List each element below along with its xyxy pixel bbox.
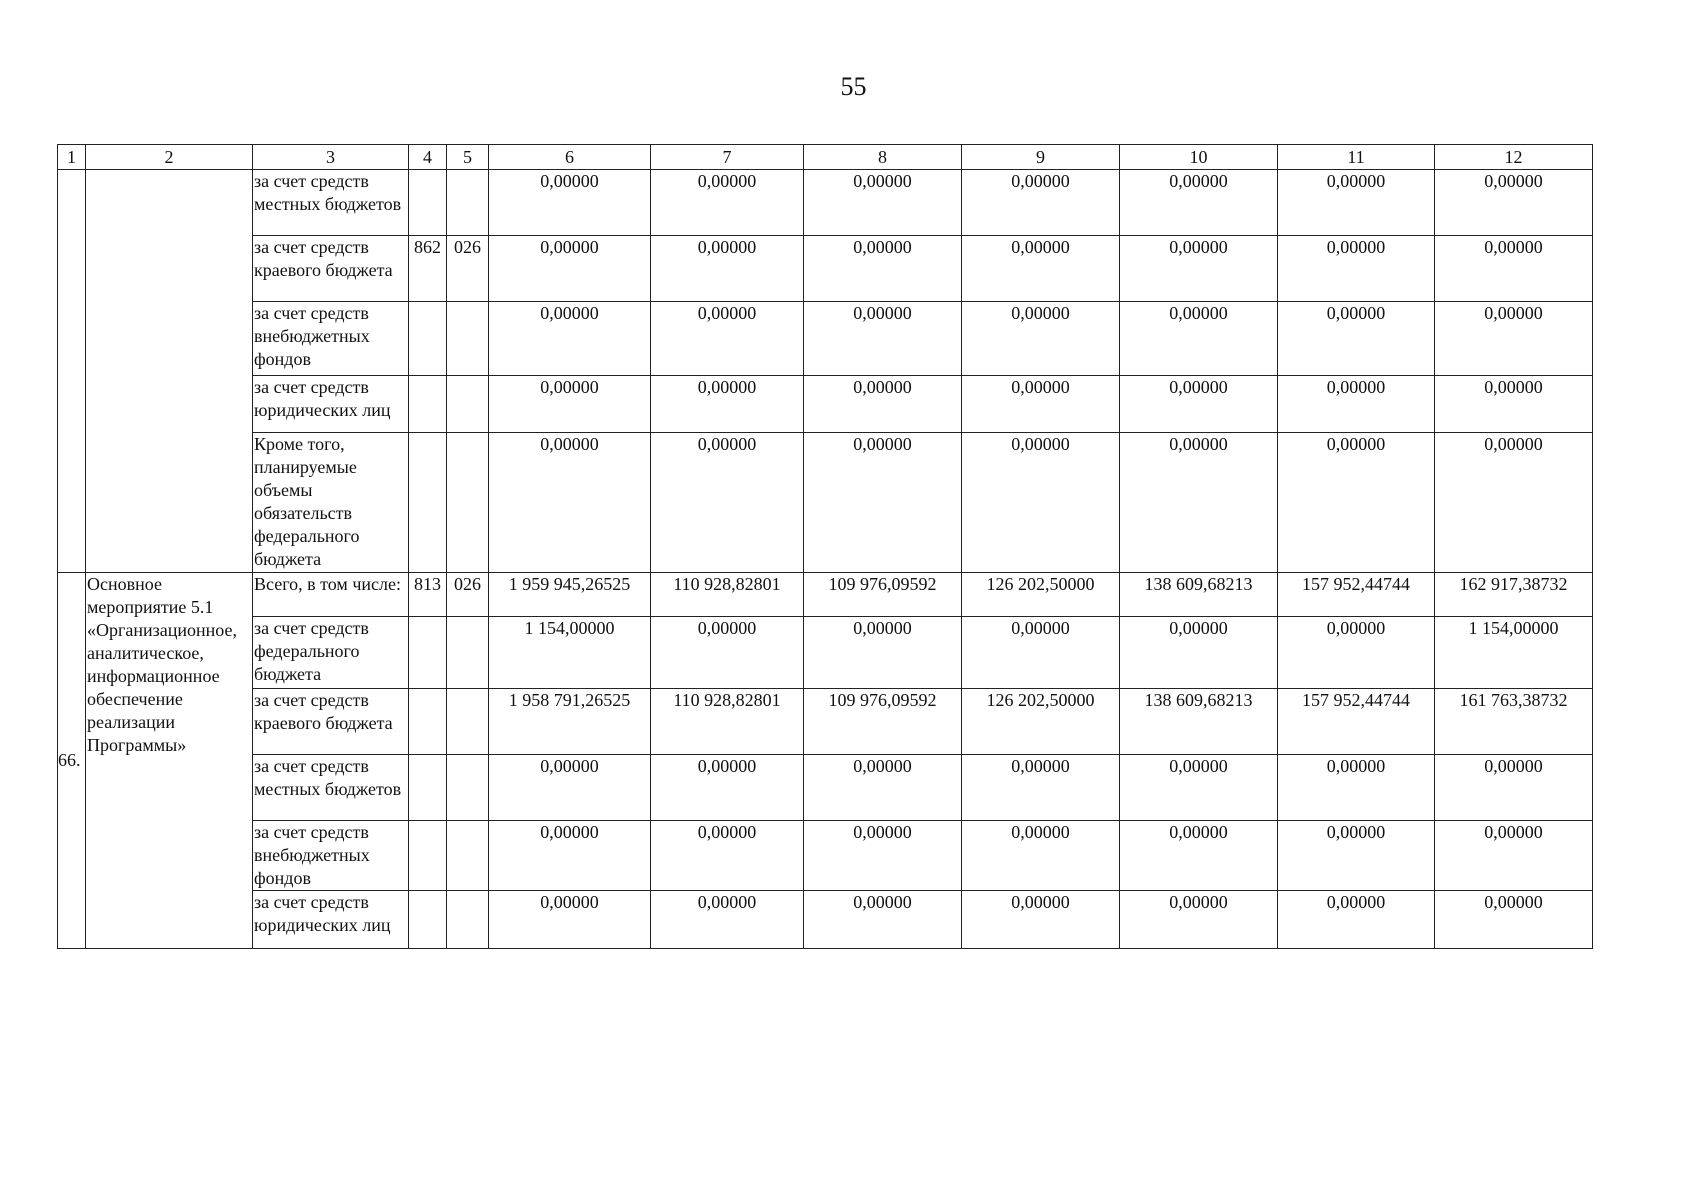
amount-col-6: 0,00000 [489,891,651,949]
amount-col-6: 1 958 791,26525 [489,689,651,755]
code-col-5 [447,433,489,573]
code-col-5 [447,821,489,891]
amount-col-7: 0,00000 [651,821,804,891]
amount-col-7: 110 928,82801 [651,573,804,617]
table-row [58,170,1593,236]
amount-col-11: 0,00000 [1278,376,1435,433]
amount-col-6: 1 154,00000 [489,617,651,689]
table-row [58,302,1593,376]
column-number-7: 7 [651,145,804,170]
code-col-4 [409,433,447,573]
funding-source: за счет средств местных бюджетов [253,755,409,821]
table-row [58,821,1593,891]
amount-col-8: 0,00000 [804,755,962,821]
funding-source: за счет средств местных бюджетов [253,170,409,236]
amount-col-11: 0,00000 [1278,302,1435,376]
amount-col-8: 0,00000 [804,376,962,433]
code-col-5 [447,170,489,236]
amount-col-9: 126 202,50000 [962,573,1120,617]
amount-col-10: 0,00000 [1120,302,1278,376]
amount-col-7: 0,00000 [651,755,804,821]
column-number-6: 6 [489,145,651,170]
column-number-4: 4 [409,145,447,170]
amount-col-9: 0,00000 [962,302,1120,376]
column-number-5: 5 [447,145,489,170]
amount-col-10: 0,00000 [1120,891,1278,949]
funding-source: за счет средств краевого бюджета [253,236,409,302]
amount-col-11: 157 952,44744 [1278,573,1435,617]
amount-col-9: 0,00000 [962,891,1120,949]
code-col-4: 813 [409,573,447,617]
amount-col-12: 0,00000 [1435,891,1593,949]
code-col-4 [409,617,447,689]
code-col-5 [447,617,489,689]
funding-source: Всего, в том числе: [253,573,409,617]
amount-col-8: 0,00000 [804,302,962,376]
amount-col-7: 0,00000 [651,302,804,376]
funding-source: за счет средств краевого бюджета [253,689,409,755]
column-number-11: 11 [1278,145,1435,170]
amount-col-11: 0,00000 [1278,891,1435,949]
amount-col-12: 0,00000 [1435,302,1593,376]
budget-table [57,144,1593,949]
amount-col-11: 0,00000 [1278,236,1435,302]
table-row [58,755,1593,821]
activity-description: Основное мероприятие 5.1 «Организационное, аналитическое, информационное обеспечение реализации Программы» [86,573,253,949]
code-col-4: 862 [409,236,447,302]
amount-col-12: 0,00000 [1435,236,1593,302]
amount-col-8: 109 976,09592 [804,689,962,755]
amount-col-12: 0,00000 [1435,755,1593,821]
description-empty [86,170,253,573]
amount-col-10: 0,00000 [1120,170,1278,236]
amount-col-11: 0,00000 [1278,821,1435,891]
amount-col-10: 0,00000 [1120,755,1278,821]
amount-col-10: 138 609,68213 [1120,689,1278,755]
table-row [58,573,1593,617]
amount-col-7: 0,00000 [651,236,804,302]
amount-col-11: 0,00000 [1278,433,1435,573]
amount-col-7: 0,00000 [651,433,804,573]
code-col-4 [409,821,447,891]
amount-col-9: 0,00000 [962,170,1120,236]
code-col-5 [447,376,489,433]
funding-source: за счет средств внебюджетных фондов [253,302,409,376]
amount-col-9: 0,00000 [962,433,1120,573]
amount-col-6: 0,00000 [489,821,651,891]
amount-col-6: 0,00000 [489,170,651,236]
row-number-empty [58,170,86,573]
amount-col-11: 157 952,44744 [1278,689,1435,755]
amount-col-6: 0,00000 [489,376,651,433]
amount-col-9: 126 202,50000 [962,689,1120,755]
funding-source: за счет средств внебюджетных фондов [253,821,409,891]
amount-col-7: 0,00000 [651,170,804,236]
amount-col-8: 0,00000 [804,821,962,891]
amount-col-11: 0,00000 [1278,170,1435,236]
row-number: 66. [58,573,86,949]
table-row [58,689,1593,755]
amount-col-10: 0,00000 [1120,433,1278,573]
table-row [58,617,1593,689]
amount-col-12: 0,00000 [1435,376,1593,433]
amount-col-12: 0,00000 [1435,170,1593,236]
code-col-4 [409,689,447,755]
code-col-4 [409,170,447,236]
amount-col-10: 138 609,68213 [1120,573,1278,617]
amount-col-8: 0,00000 [804,170,962,236]
column-number-12: 12 [1435,145,1593,170]
amount-col-10: 0,00000 [1120,617,1278,689]
table-body [58,145,1593,949]
amount-col-6: 0,00000 [489,236,651,302]
amount-col-12: 0,00000 [1435,433,1593,573]
code-col-4 [409,755,447,821]
column-number-row [58,145,1593,170]
amount-col-6: 0,00000 [489,755,651,821]
column-number-8: 8 [804,145,962,170]
code-col-4 [409,376,447,433]
amount-col-8: 0,00000 [804,236,962,302]
code-col-5 [447,755,489,821]
page-number: 55 [840,72,867,101]
amount-col-7: 0,00000 [651,617,804,689]
amount-col-12: 162 917,38732 [1435,573,1593,617]
amount-col-9: 0,00000 [962,821,1120,891]
amount-col-12: 1 154,00000 [1435,617,1593,689]
code-col-4 [409,302,447,376]
code-col-5: 026 [447,236,489,302]
amount-col-11: 0,00000 [1278,755,1435,821]
code-col-5 [447,302,489,376]
amount-col-7: 0,00000 [651,891,804,949]
amount-col-6: 1 959 945,26525 [489,573,651,617]
amount-col-12: 161 763,38732 [1435,689,1593,755]
amount-col-6: 0,00000 [489,302,651,376]
funding-source: за счет средств федерального бюджета [253,617,409,689]
amount-col-8: 0,00000 [804,433,962,573]
amount-col-12: 0,00000 [1435,821,1593,891]
column-number-1: 1 [58,145,86,170]
column-number-9: 9 [962,145,1120,170]
funding-source: Кроме того, планируемые объемы обязательств федерального бюджета [253,433,409,573]
funding-source: за счет средств юридических лиц [253,891,409,949]
amount-col-7: 0,00000 [651,376,804,433]
table-row [58,376,1593,433]
table-row [58,891,1593,949]
amount-col-9: 0,00000 [962,755,1120,821]
amount-col-9: 0,00000 [962,617,1120,689]
column-number-3: 3 [253,145,409,170]
amount-col-10: 0,00000 [1120,821,1278,891]
code-col-4 [409,891,447,949]
amount-col-7: 110 928,82801 [651,689,804,755]
amount-col-10: 0,00000 [1120,376,1278,433]
amount-col-6: 0,00000 [489,433,651,573]
amount-col-9: 0,00000 [962,236,1120,302]
funding-source: за счет средств юридических лиц [253,376,409,433]
code-col-5 [447,891,489,949]
amount-col-8: 0,00000 [804,891,962,949]
column-number-10: 10 [1120,145,1278,170]
table-row [58,433,1593,573]
amount-col-11: 0,00000 [1278,617,1435,689]
code-col-5 [447,689,489,755]
table-row [58,236,1593,302]
amount-col-8: 109 976,09592 [804,573,962,617]
column-number-2: 2 [86,145,253,170]
code-col-5: 026 [447,573,489,617]
amount-col-10: 0,00000 [1120,236,1278,302]
amount-col-8: 0,00000 [804,617,962,689]
amount-col-9: 0,00000 [962,376,1120,433]
